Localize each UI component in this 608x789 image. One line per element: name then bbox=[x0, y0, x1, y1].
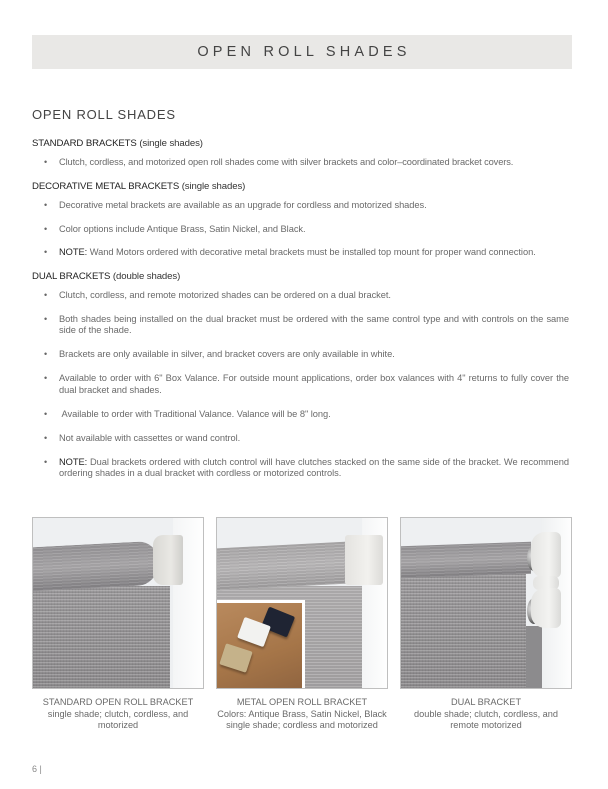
group-heading: DECORATIVE METAL BRACKETS (single shades) bbox=[32, 181, 246, 192]
list-item: • Both shades being installed on the dual bracket must be ordered with the same control type and with controls on the same side of the shade. bbox=[32, 314, 572, 337]
shade-roll bbox=[33, 541, 158, 592]
section-title: OPEN ROLL SHADES bbox=[32, 107, 176, 122]
metal-open-roll-bracket-photo bbox=[216, 517, 388, 689]
dual-brackets-group bbox=[32, 271, 572, 480]
bullet-list bbox=[32, 290, 572, 480]
list-item: • Brackets are only available in silver, and bracket covers are only available in white. bbox=[32, 349, 572, 361]
bullet-list bbox=[32, 157, 572, 169]
shade-roll bbox=[217, 542, 347, 591]
bracket-photos bbox=[32, 517, 572, 689]
shade-roll bbox=[401, 542, 531, 579]
list-item: • NOTE: Wand Motors ordered with decorative metal brackets must be installed top mount for proper wand connection. bbox=[32, 247, 572, 259]
content-body bbox=[32, 138, 572, 492]
metal-bracket-cover bbox=[345, 535, 383, 585]
bracket-cover bbox=[153, 535, 183, 585]
list-item: • Clutch, cordless, and remote motorized shades can be ordered on a dual bracket. bbox=[32, 290, 572, 302]
list-item: • Not available with cassettes or wand control. bbox=[32, 433, 572, 445]
standard-open-roll-bracket-photo bbox=[32, 517, 204, 689]
lower-bracket-cover bbox=[531, 588, 561, 628]
list-item: • Available to order with Traditional Valance. Valance will be 8" long. bbox=[32, 409, 572, 421]
standard-brackets-group bbox=[32, 138, 572, 169]
decorative-metal-brackets-group bbox=[32, 181, 572, 259]
list-item: • Decorative metal brackets are available as an upgrade for cordless and motorized shades. bbox=[32, 200, 572, 212]
bracket-color-swatches-photo bbox=[216, 600, 305, 689]
list-item: • Clutch, cordless, and motorized open roll shades come with silver brackets and color–coordinated bracket covers. bbox=[32, 157, 572, 169]
caption-metal-open-roll-bracket: METAL OPEN ROLL BRACKET Colors: Antique Brass, Satin Nickel, Black single shade; cordless and motorized bbox=[217, 697, 387, 730]
page-number: 6 | bbox=[32, 764, 42, 774]
group-heading: STANDARD BRACKETS (single shades) bbox=[32, 138, 203, 149]
list-item: • Available to order with 6" Box Valance. For outside mount applications, order box valances with 4" returns to fully cover the dual bracket and shades. bbox=[32, 373, 572, 396]
note-label: NOTE: bbox=[59, 247, 88, 257]
group-heading: DUAL BRACKETS (double shades) bbox=[32, 270, 181, 282]
dual-bracket-photo bbox=[400, 517, 572, 689]
title-banner bbox=[32, 35, 572, 69]
rear-shade-fabric bbox=[526, 626, 542, 689]
list-item: • NOTE: Dual brackets ordered with clutch control will have clutches stacked on the same side of the bracket. We recommend ordering shades in a dual bracket with cordless or motorized controls. bbox=[32, 457, 572, 480]
antique-brass-bracket-swatch bbox=[219, 643, 252, 673]
caption-dual-bracket: DUAL BRACKET double shade; clutch, cordless, and remote motorized bbox=[413, 697, 559, 730]
note-label: NOTE: bbox=[59, 456, 88, 467]
list-item: • Color options include Antique Brass, Satin Nickel, and Black. bbox=[32, 224, 572, 236]
banner-title: OPEN ROLL SHADES bbox=[197, 44, 411, 60]
upper-bracket-cover bbox=[531, 532, 561, 578]
front-shade-fabric bbox=[401, 574, 526, 689]
caption-standard-open-roll-bracket: STANDARD OPEN ROLL BRACKET single shade; clutch, cordless, and motorized bbox=[42, 697, 194, 730]
bullet-list bbox=[32, 200, 572, 259]
shade-fabric bbox=[33, 586, 170, 689]
